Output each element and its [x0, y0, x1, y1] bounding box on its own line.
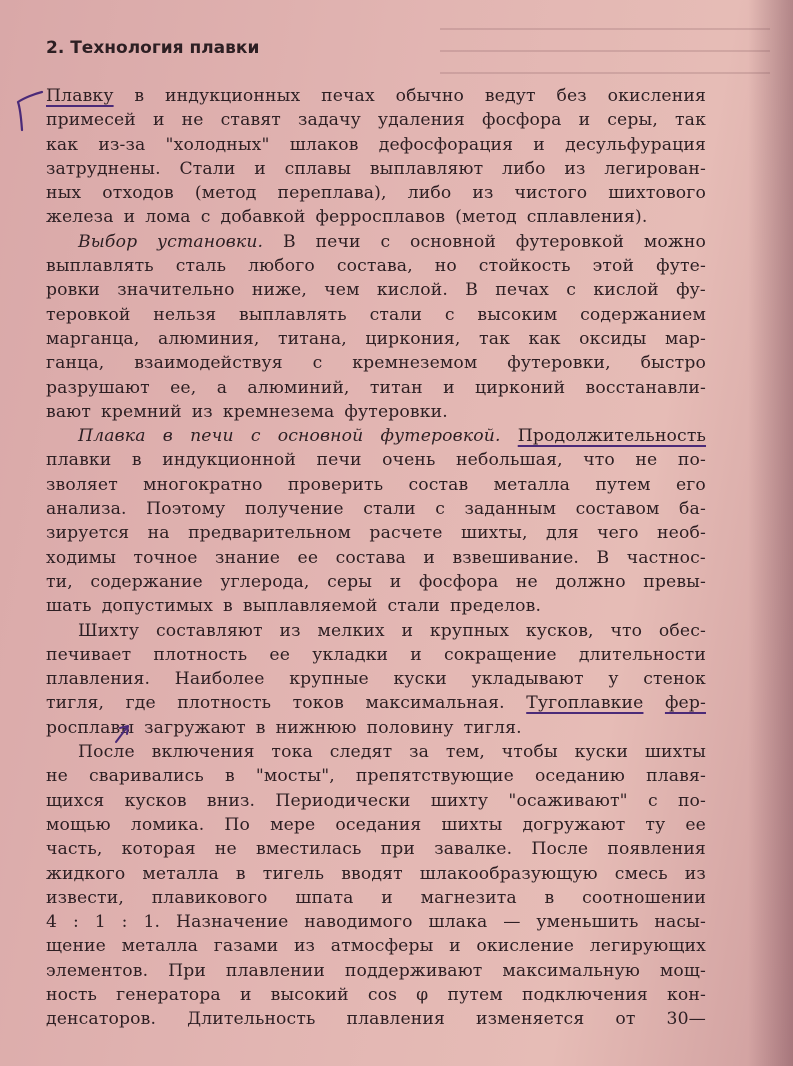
text-line: ганца, взаимодействуя с кремнеземом футеровки, быстро — [46, 353, 706, 374]
text-line: извести, плавикового шпата и магнезита в соотношении — [46, 887, 706, 908]
text-line: как из-за "холодных" шлаков дефосфорация и десульфурация — [46, 134, 706, 155]
text-line: Плавку в индукционных печах обычно ведут без окисления — [46, 86, 706, 106]
text-line: ность генератора и высокий cos φ путем подключения кон- — [46, 984, 706, 1005]
text-line: плавки в индукционной печи очень небольшая, что не по- — [46, 450, 706, 471]
text-line: примесей и не ставят задачу удаления фосфора и серы, так — [46, 110, 706, 131]
text-line: ходимы точное знание ее состава и взвешивание. В частнос- — [46, 547, 706, 568]
paragraph — [46, 619, 706, 740]
text-line: печивает плотность ее укладки и сокращение длительности — [46, 644, 706, 665]
text-line: марганца, алюминия, титана, циркония, так как оксиды мар- — [46, 328, 706, 349]
text-line: ти, содержание углерода, серы и фосфора не должно превы- — [46, 571, 706, 592]
text-line: выплавлять сталь любого состава, но стойкость этой футе- — [46, 256, 706, 277]
text-line: жидкого металла в тигель вводят шлакообразующую смесь из — [46, 863, 706, 884]
paragraph — [46, 84, 706, 230]
text-line: мощью ломика. По мере оседания шихты догружают ту ее — [46, 814, 706, 835]
text-line: не сваривались в "мосты", препятствующие оседанию плавя- — [46, 766, 706, 787]
text-line: ровки значительно ниже, чем кислой. В печах с кислой фу- — [46, 280, 706, 301]
text-line: Плавка в печи с основной футеровкой. Продолжительность — [78, 426, 706, 447]
text-line: зволяет многократно проверить состав металла путем его — [46, 474, 706, 495]
text-line: шать допустимых в выплавляемой стали пределов. — [46, 596, 542, 617]
text-line: плавления. Наиболее крупные куски укладывают у стенок — [46, 669, 706, 690]
text-line: Выбор установки. В печи с основной футеровкой можно — [78, 231, 706, 252]
text-line: Шихту составляют из мелких и крупных кусков, что обес- — [78, 620, 706, 641]
text-line: ных отходов (метод переплава), либо из чистого шихтового — [46, 183, 706, 204]
text-line: вают кремний из кремнезема футеровки. — [46, 401, 448, 422]
text-line: щение металла газами из атмосферы и окисление легирующих — [46, 936, 706, 957]
text-line: денсаторов. Длительность плавления изменяется от 30— — [46, 1009, 706, 1030]
text-line: теровкой нельзя выплавлять стали с высоким содержанием — [46, 304, 706, 325]
text-line: элементов. При плавлении поддерживают максимальную мощ- — [46, 960, 706, 981]
text-line: анализа. Поэтому получение стали с заданным составом ба- — [46, 499, 706, 520]
paragraph — [46, 740, 706, 1032]
text-line: После включения тока следят за тем, чтобы куски шихты — [78, 742, 706, 763]
text-line: часть, которая не вместилась при завалке. После появления — [46, 839, 706, 860]
text-line: росплавы загружают в нижнюю половину тигля. — [46, 717, 522, 738]
text-line: затруднены. Стали и сплавы выплавляют либо из легирован- — [46, 158, 706, 179]
text-line: зируется на предварительном расчете шихты, для чего необ- — [46, 523, 706, 544]
text-line: 4 : 1 : 1. Назначение наводимого шлака — уменьшить насы- — [46, 912, 706, 933]
pen-bracket-mark — [8, 82, 48, 138]
paragraph — [46, 230, 706, 424]
paragraph — [46, 424, 706, 618]
text-line: разрушают ее, а алюминий, титан и цирконий восстанавли- — [46, 377, 706, 398]
text-line: тигля, где плотность токов максимальная. Тугоплавкие фер- — [46, 693, 706, 714]
text-line: щихся кусков вниз. Периодически шихту "осаживают" с по- — [46, 790, 706, 811]
text-line: железа и лома с добавкой ферросплавов (метод сплавления). — [46, 207, 648, 228]
show-through-text — [440, 28, 770, 78]
body-text — [46, 84, 706, 1032]
binding-shadow — [748, 0, 793, 1066]
section-heading: 2. Технология плавки — [46, 38, 260, 58]
